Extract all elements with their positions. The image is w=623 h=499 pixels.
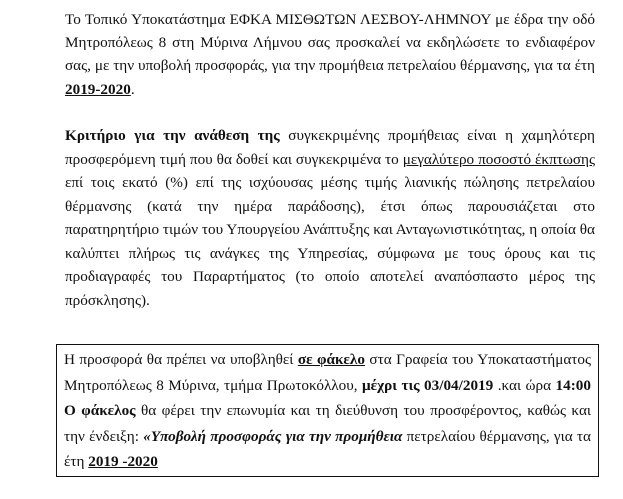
submission-text-5: πετρελαίου θέρμανσης, για τα έτη <box>64 427 591 471</box>
submission-paragraph <box>64 347 591 475</box>
submission-text-1: Η προσφορά θα πρέπει να υποβληθεί <box>64 351 298 368</box>
submission-text-2: στα Γραφεία του Υποκαταστήματος Μητροπόλεως 8 Μύρινα, τμήμα Πρωτοκόλλου, <box>64 351 592 394</box>
intro-years: 2019-2020 <box>65 80 131 98</box>
submission-time: 14:00 <box>555 376 591 394</box>
submission-deadline-date: 03/04/2019 <box>419 376 494 394</box>
criteria-text-1: συγκεκριμένης προμήθειας είναι η χαμηλότερη προσφερόμενη τιμή που θα δοθεί και συγκεκριμένα το <box>65 127 595 168</box>
submission-envelope: σε φάκελο <box>297 351 365 368</box>
submission-box <box>56 344 599 477</box>
submission-deadline-label: μέχρι τις <box>362 376 420 394</box>
submission-years: 2019 -2020 <box>88 453 158 471</box>
submission-text-4: θα φέρει την επωνυμία και τη διεύθυνση του προσφέροντος, καθώς και την ένδειξη: <box>64 402 591 445</box>
criteria-lead: Κριτήριο για την ανάθεση της <box>65 127 280 144</box>
envelope-lead: Ο φάκελος <box>64 402 136 420</box>
submission-text-3: .και ώρα <box>493 376 556 394</box>
criteria-discount-phrase: μεγαλύτερο ποσοστό έκπτωσης <box>402 150 595 168</box>
intro-period: . <box>130 80 135 98</box>
criteria-paragraph <box>65 124 595 312</box>
submission-label: «Υποβολή προσφοράς για την προμήθεια <box>143 427 403 445</box>
intro-paragraph <box>65 8 595 101</box>
intro-text: Το Τοπικό Υποκατάστημα ΕΦΚΑ ΜΙΣΘΩΤΩΝ ΛΕΣΒΟΥ-ΛΗΜΝΟΥ με έδρα την οδό Μητροπόλεως 8 στη Μύρινα Λήμνου σας προσκαλεί να εκδηλώσετε το ενδιαφέρον σας, με την υποβολή προσφοράς, για την προμήθεια πετρελαίου θέρμανσης, για τα έτη <box>65 11 595 75</box>
criteria-text-2: επί τοις εκατό (%) επί της ισχύουσας μέσης τιμής λιανικής πώλησης πετρελαίου θέρμανσης (κατά την ημέρα παράδοσης), έτσι όπως παρουσιάζεται στο παρατηρητήριο τιμών του Υπουργείου Ανάπτυξης και Ανταγωνιστικότητας, η οποία θα καλύπτει πλήρως τις ανάγκες της Υπηρεσίας, σύμφωνα με τους όρους και τις προδιαγραφές του Παραρτήματος (το οποίο αποτελεί αναπόσπαστο μέρος της πρόσκλησης). <box>65 174 595 309</box>
